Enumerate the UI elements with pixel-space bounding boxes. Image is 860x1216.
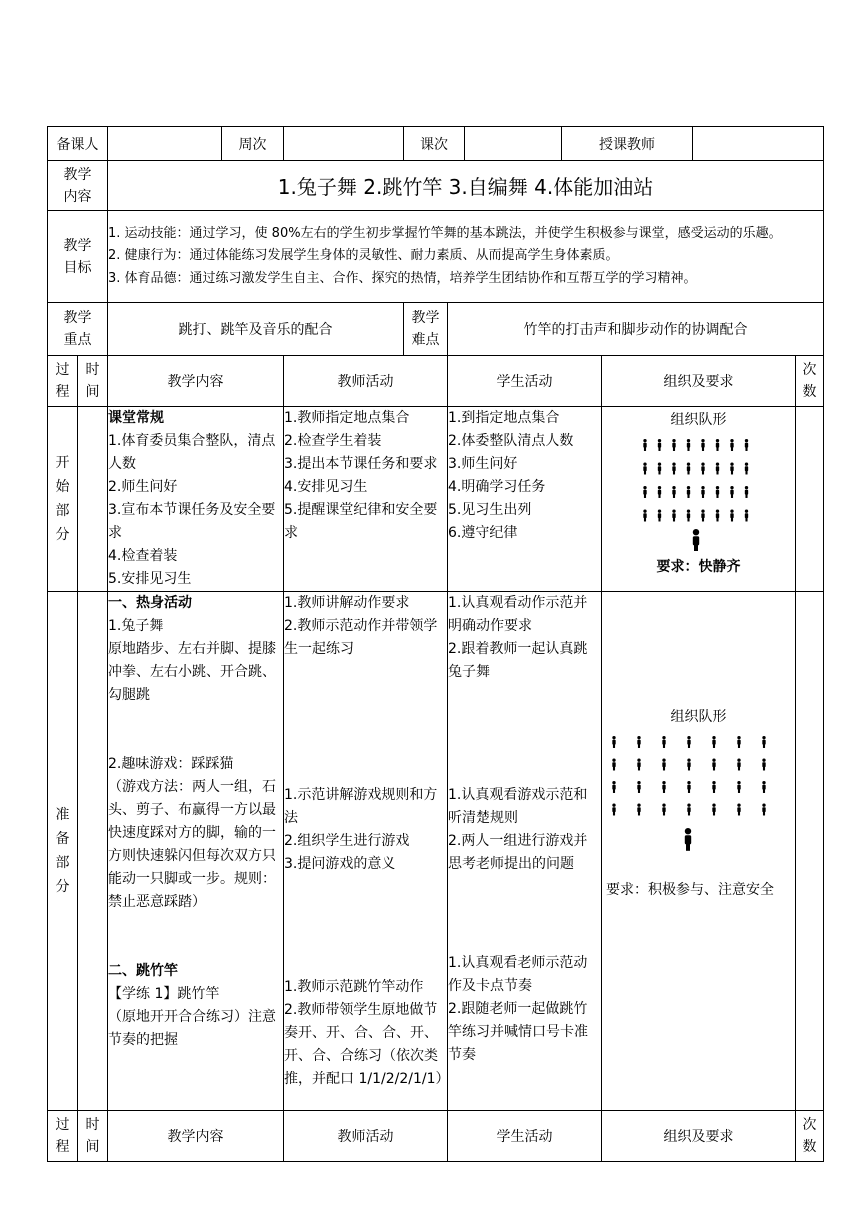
col-org: 组织及要求 (602, 1111, 796, 1162)
student-figure (701, 486, 704, 498)
student-figure (762, 759, 765, 771)
prep-teacher (284, 592, 448, 1111)
teacher-line: 3.提问游戏的意义 (284, 856, 396, 872)
content-line: （原地开开合合练习）注意节奏的把握 (108, 1009, 276, 1048)
teacher-line: 2.教师带领学生原地做节奏开、开、合、合、开、开、合、合练习（依次类推，并配口 1/1/2/2/1/1） (284, 1002, 450, 1087)
col-teacher: 教师活动 (284, 1111, 448, 1162)
student-figure (643, 463, 646, 475)
student-line: 4.明确学习任务 (448, 479, 546, 495)
student-figure (687, 463, 690, 475)
student-figure (745, 463, 748, 475)
prep-organization (602, 592, 796, 1111)
col-time: 时 间 (78, 356, 108, 407)
student-figure (672, 439, 675, 451)
student-figure (701, 463, 704, 475)
student-figure (712, 804, 715, 816)
content-line: 5.安排见习生 (108, 571, 192, 587)
student-figure (737, 759, 740, 771)
student-line: 6.遵守纪律 (448, 525, 518, 541)
student-figure (745, 486, 748, 498)
prep-count (796, 592, 824, 1111)
student-figure (687, 510, 690, 522)
teacher-line: 1.教师指定地点集合 (284, 410, 410, 426)
col-count: 次 数 (796, 1111, 824, 1162)
start-content (108, 407, 284, 592)
student-figure (737, 736, 740, 748)
col-content: 教学内容 (108, 356, 284, 407)
student-figure (637, 781, 640, 793)
teacher-line: 5.提醒课堂纪律和安全要求 (284, 502, 438, 541)
content-line: （游戏方法：两人一组，石头、剪子、布赢得一方以最快速度踩对方的脚，输的一方则快速躲闪但每次双方只能动一只脚或一步。规则：禁止恶意踩踏） (108, 779, 276, 910)
week-value (284, 127, 404, 161)
teacher-figure (685, 828, 691, 851)
formation-diagram (602, 431, 781, 551)
content-line: 【学练 1】跳竹竿 (108, 986, 220, 1002)
student-figure (612, 781, 615, 793)
start-student (448, 407, 602, 592)
col-time: 时 间 (78, 1111, 108, 1162)
start-organization (602, 407, 796, 592)
student-figure (716, 486, 719, 498)
student-figure (672, 486, 675, 498)
lesson-plan-table (47, 126, 824, 1162)
student-figure (745, 439, 748, 451)
content-line: 2.趣味游戏：踩踩猫 (108, 756, 234, 772)
col-org: 组织及要求 (602, 356, 796, 407)
student-figure (701, 510, 704, 522)
student-figure (658, 510, 661, 522)
student-figure (762, 804, 765, 816)
requirement-text: 要求：快静齐 (656, 559, 741, 575)
student-figure (737, 804, 740, 816)
student-line: 2.体委整队清点人数 (448, 433, 574, 449)
focus-row (48, 303, 824, 356)
student-figure (637, 804, 640, 816)
student-figure (737, 781, 740, 793)
start-section-row (48, 407, 824, 592)
student-figure (643, 486, 646, 498)
student-figure (658, 439, 661, 451)
student-figure (662, 804, 665, 816)
difficulty-label: 教学 难点 (404, 303, 448, 356)
teacher-line: 3.提出本节课任务和要求 (284, 456, 438, 472)
col-student: 学生活动 (448, 1111, 602, 1162)
content-line: 原地踏步、左右并脚、提膝冲拳、左右小跳、开合跳、勾腿跳 (108, 641, 276, 703)
student-line: 2.跟着教师一起认真跳兔子舞 (448, 641, 588, 680)
student-figure (637, 759, 640, 771)
student-figure (712, 759, 715, 771)
student-figure (662, 759, 665, 771)
lesson-value (465, 127, 562, 161)
teacher-value (693, 127, 824, 161)
student-figure (730, 463, 733, 475)
formation-diagram (606, 728, 777, 853)
content-line: 1.兔子舞 (108, 618, 164, 634)
column-header-row (48, 356, 824, 407)
lesson-label: 课次 (404, 127, 465, 161)
student-figure (712, 781, 715, 793)
student-line: 1.认真观看老师示范动作及卡点节奏 (448, 955, 588, 994)
teacher-line: 2.教师示范动作并带领学生一起练习 (284, 618, 438, 657)
preparer-value (108, 127, 222, 161)
student-figure (716, 439, 719, 451)
student-figure (730, 486, 733, 498)
student-figure (643, 510, 646, 522)
student-figure (730, 439, 733, 451)
prep-section-label: 准 备 部 分 (48, 592, 78, 1111)
student-line: 2.两人一组进行游戏并思考老师提出的问题 (448, 833, 588, 872)
student-figure (637, 736, 640, 748)
student-line: 2.跟随老师一起做跳竹竿练习并喊情口号卡准节奏 (448, 1001, 588, 1063)
start-section-label: 开 始 部 分 (48, 407, 78, 592)
goals-row (48, 211, 824, 303)
teacher-line: 2.检查学生着装 (284, 433, 382, 449)
start-count (796, 407, 824, 592)
content-line: 4.检查着装 (108, 548, 178, 564)
warmup-title: 一、热身活动 (108, 595, 192, 611)
student-figure (672, 463, 675, 475)
goal-item: 1. 运动技能：通过学习，使 80%左右的学生初步掌握竹竿舞的基本跳法，并使学生积极参与课堂，感受运动的乐趣。 (108, 225, 782, 241)
student-figure (716, 463, 719, 475)
student-figure (643, 439, 646, 451)
preparer-label: 备课人 (48, 127, 108, 161)
teacher-label: 授课教师 (562, 127, 693, 161)
student-line: 5.见习生出列 (448, 502, 532, 518)
column-header-row-repeat (48, 1111, 824, 1162)
student-figure (730, 510, 733, 522)
goal-item: 2. 健康行为：通过体能练习发展学生身体的灵敏性、耐力素质、从而提高学生身体素质。 (108, 248, 619, 264)
student-figure (612, 736, 615, 748)
teacher-line: 2.组织学生进行游戏 (284, 833, 410, 849)
student-figure (762, 781, 765, 793)
goals-label: 教学 目标 (48, 211, 108, 303)
col-teacher: 教师活动 (284, 356, 448, 407)
student-figure (687, 736, 690, 748)
routine-title: 课堂常规 (108, 410, 164, 426)
student-figure (658, 463, 661, 475)
student-figure (687, 759, 690, 771)
prep-student (448, 592, 602, 1111)
goal-item: 3. 体育品德：通过练习激发学生自主、合作、探究的热情，培养学生团结协作和互帮互学的学习精神。 (108, 270, 697, 286)
student-figure (612, 804, 615, 816)
col-process: 过 程 (48, 1111, 78, 1162)
student-figure (687, 804, 690, 816)
student-figure (745, 510, 748, 522)
col-process: 过 程 (48, 356, 78, 407)
formation-title: 组织队形 (670, 412, 727, 428)
prep-content (108, 592, 284, 1111)
student-line: 1.认真观看动作示范并明确动作要求 (448, 595, 588, 634)
student-line: 1.到指定地点集合 (448, 410, 560, 426)
student-figure (712, 736, 715, 748)
col-student: 学生活动 (448, 356, 602, 407)
col-count: 次 数 (796, 356, 824, 407)
student-figure (662, 781, 665, 793)
teacher-figure (693, 529, 699, 551)
student-figure (687, 439, 690, 451)
key-point-label: 教学 重点 (48, 303, 108, 356)
teacher-line: 1.示范讲解游戏规则和方法 (284, 787, 438, 826)
goals-list (108, 211, 824, 303)
student-figure (687, 486, 690, 498)
header-row (48, 127, 824, 161)
teacher-line: 4.安排见习生 (284, 479, 368, 495)
student-line: 1.认真观看游戏示范和听清楚规则 (448, 787, 588, 826)
student-figure (701, 439, 704, 451)
bamboo-title: 二、跳竹竿 (108, 963, 178, 979)
requirement-text: 要求：积极参与、注意安全 (606, 882, 774, 898)
student-figure (612, 759, 615, 771)
key-point-text: 跳打、跳竿及音乐的配合 (108, 303, 404, 356)
prep-time (78, 592, 108, 1111)
student-line: 3.师生问好 (448, 456, 518, 472)
prep-section-row (48, 592, 824, 1111)
student-figure (687, 781, 690, 793)
col-content: 教学内容 (108, 1111, 284, 1162)
difficulty-text: 竹竿的打击声和脚步动作的协调配合 (448, 303, 824, 356)
content-line: 2.师生问好 (108, 479, 178, 495)
content-label: 教学 内容 (48, 161, 108, 211)
content-line: 1.体育委员集合整队，清点人数 (108, 433, 276, 472)
content-row (48, 161, 824, 211)
content-line: 3.宣布本节课任务及安全要求 (108, 502, 276, 541)
teacher-line: 1.教师示范跳竹竿动作 (284, 979, 424, 995)
start-teacher (284, 407, 448, 592)
content-text: 1.兔子舞 2.跳竹竿 3.自编舞 4.体能加油站 (108, 161, 824, 211)
teacher-line: 1.教师讲解动作要求 (284, 595, 410, 611)
student-figure (662, 736, 665, 748)
student-figure (716, 510, 719, 522)
student-figure (762, 736, 765, 748)
formation-title: 组织队形 (670, 709, 727, 725)
start-time (78, 407, 108, 592)
student-figure (658, 486, 661, 498)
week-label: 周次 (222, 127, 284, 161)
student-figure (672, 510, 675, 522)
